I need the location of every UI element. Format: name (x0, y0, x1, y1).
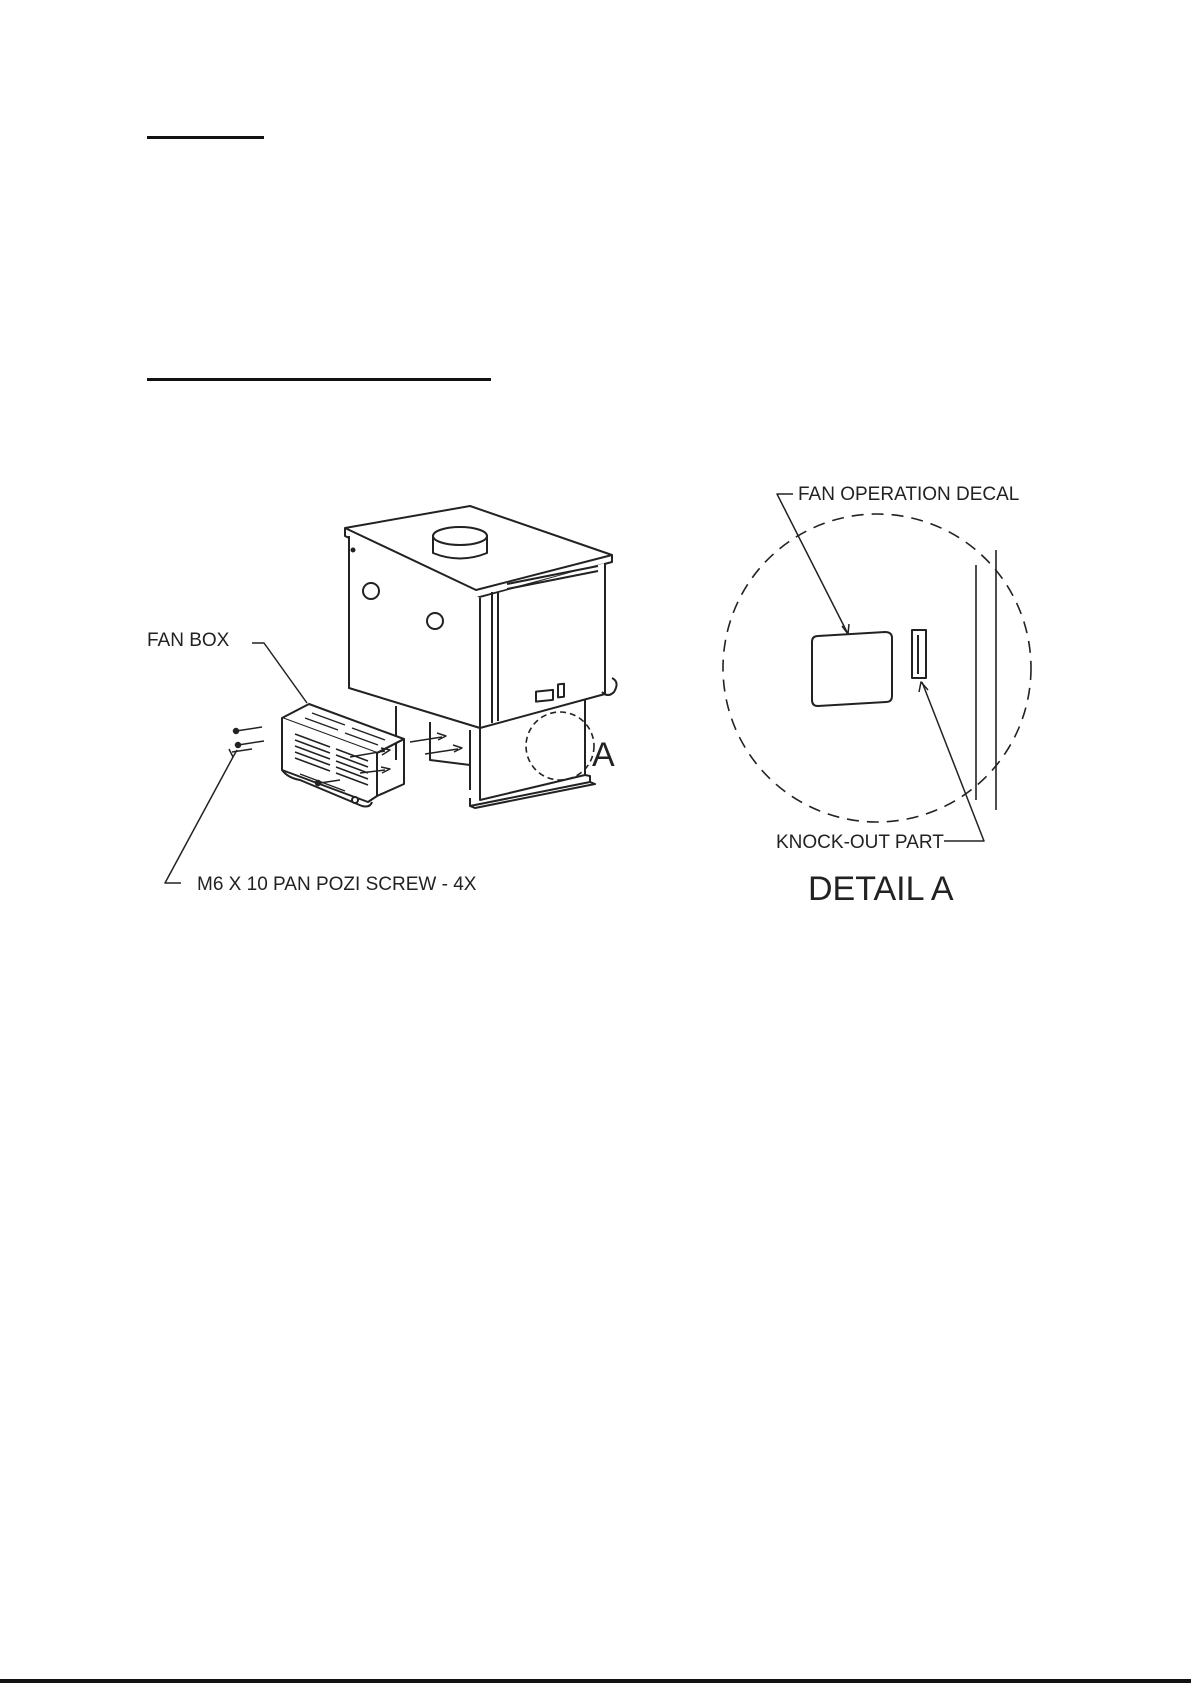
knock-out-part-label: KNOCK-OUT PART (776, 832, 944, 853)
stove-body (345, 506, 617, 728)
detail-a (723, 494, 1031, 841)
page-bottom-rule (0, 1679, 1191, 1683)
screw-label: M6 X 10 PAN POZI SCREW - 4X (197, 874, 477, 895)
fan-box-label: FAN BOX (147, 630, 230, 651)
fan-operation-decal-shape (812, 632, 892, 706)
callout-letter-a: A (592, 736, 615, 774)
fan-operation-decal-label: FAN OPERATION DECAL (798, 484, 1020, 505)
fan-box-drawing (282, 704, 404, 807)
detail-callout-circle (526, 712, 594, 780)
detail-a-title: DETAIL A (808, 870, 954, 908)
